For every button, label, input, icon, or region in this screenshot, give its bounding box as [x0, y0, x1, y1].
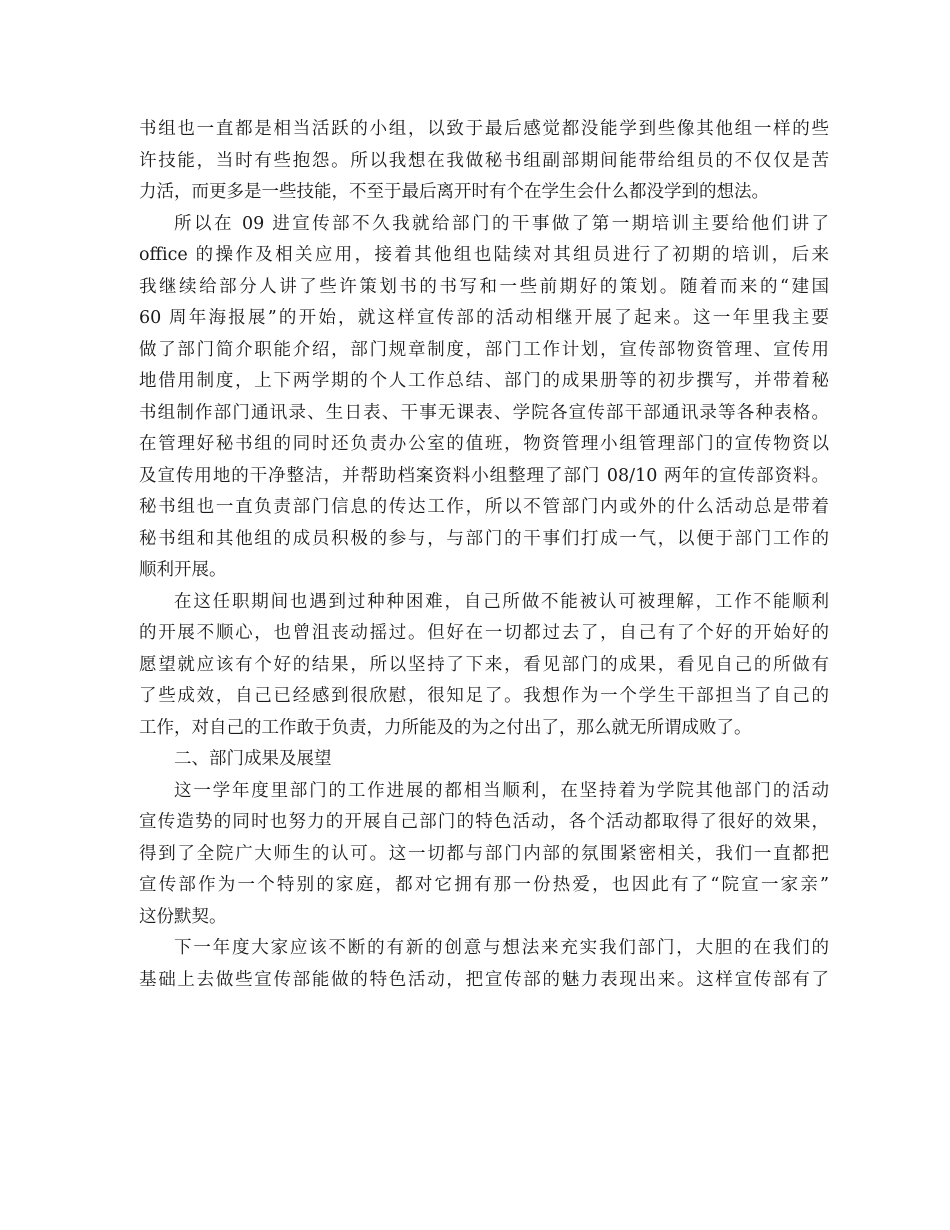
text-line: office 的操作及相关应用，接着其他组也陆续对其组员进行了初期的培训，后来 — [139, 245, 829, 265]
text-line: 秘书组和其他组的成员积极的参与，与部门的干事们打成一气，以便于部门工作的 — [139, 528, 829, 549]
text-line: 二、部门成果及展望 — [174, 749, 332, 769]
document-body — [139, 114, 829, 996]
text-line: 力活，而更多是一些技能，不至于最后离开时有个在学生会什么都没学到的想法。 — [139, 182, 769, 202]
text-line: 书组制作部门通讯录、生日表、干事无课表、学院各宣传部干部通讯录等各种表格。 — [139, 402, 829, 423]
text-line: 这份默契。 — [139, 906, 227, 927]
text-line: 这一学年度里部门的工作进展的都相当顺利，在坚持着为学院其他部门的活动 — [174, 780, 829, 801]
text-line: 工作，对自己的工作敢于负责，力所能及的为之付出了，那么就无所谓成败了。 — [139, 717, 752, 738]
text-line: 了些成效，自己已经感到很欣慰，很知足了。我想作为一个学生干部担当了自己的 — [139, 686, 829, 706]
text-line: 宣传造势的同时也努力的开展自己部门的特色活动，各个活动都取得了很好的效果， — [139, 812, 829, 832]
text-line: 60 周年海报展”的开始，就这样宣传部的活动相继开展了起来。这一年里我主要 — [139, 308, 829, 328]
text-line: 顺利开展。 — [139, 560, 227, 580]
text-line: 愿望就应该有个好的结果，所以坚持了下来，看见部门的成果，看见自己的所做有 — [139, 654, 829, 675]
text-line: 及宣传用地的干净整洁，并帮助档案资料小组整理了部门 08/10 两年的宣传部资料。 — [139, 465, 829, 486]
text-line: 的开展不顺心，也曾沮丧动摇过。但好在一切都过去了，自己有了个好的开始好的 — [139, 623, 829, 643]
text-line: 书组也一直都是相当活跃的小组，以致于最后感觉都没能学到些像其他组一样的些 — [139, 119, 829, 139]
text-line: 在这任职期间也遇到过种种困难，自己所做不能被认可被理解，工作不能顺利 — [174, 591, 829, 612]
text-line: 做了部门简介职能介绍，部门规章制度，部门工作计划，宣传部物资管理、宣传用 — [139, 339, 829, 360]
text-line: 秘书组也一直负责部门信息的传达工作，所以不管部门内或外的什么活动总是带着 — [139, 497, 829, 517]
text-line: 许技能，当时有些抱怨。所以我想在我做秘书组副部期间能带给组员的不仅仅是苦 — [139, 150, 829, 171]
text-line: 基础上去做些宣传部能做的特色活动，把宣传部的魅力表现出来。这样宣传部有了 — [139, 969, 829, 990]
text-line: 地借用制度，上下两学期的个人工作总结、部门的成果册等的初步撰写，并带着秘 — [139, 371, 829, 391]
text-line: 在管理好秘书组的同时还负责办公室的值班，物资管理小组管理部门的宣传物资以 — [139, 434, 829, 454]
text-line: 我继续给部分人讲了些许策划书的书写和一些前期好的策划。随着而来的“建国 — [139, 276, 829, 297]
text-line: 下一年度大家应该不断的有新的创意与想法来充实我们部门，大胆的在我们的 — [174, 938, 829, 958]
text-line: 得到了全院广大师生的认可。这一切都与部门内部的氛围紧密相关，我们一直都把 — [139, 843, 829, 864]
text-line: 所以在 09 进宣传部不久我就给部门的干事做了第一期培训主要给他们讲了 — [174, 213, 829, 234]
text-line: 宣传部作为一个特别的家庭，都对它拥有那一份热爱，也因此有了“院宣一家亲” — [139, 875, 829, 895]
